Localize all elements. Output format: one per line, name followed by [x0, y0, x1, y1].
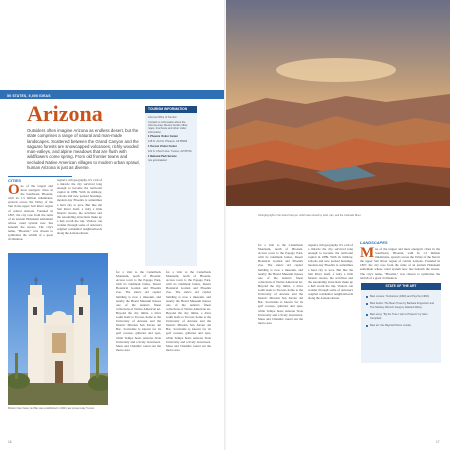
- right-text-1: for a visit to the Camelback Mountain, north of Phoenix. Across town is the Papago Park, with its landmark buttes, Desert Botanical Garden and Phoenix Zoo. The state's old capitol building is now a museum, and nearby the Heard Museum houses one of the nation's finest collections of Native American art. Beyond the city limits, a drive south leads to Tucson, home to the University of Arizona and the historic Mission San Xavier del Bac. Scottsdale is known for its golf courses, galleries and spas, while Tempe hosts Arizona State University and a lively downtown. Mesa and Chandler round out the metro area.: [258, 243, 303, 325]
- state-of-the-art-box: [361, 283, 441, 363]
- page-number-right: 17: [436, 440, 440, 444]
- canyon-caption: Changing light in the Grand Canyon, which was carved by wind, rain, and the Colorado River.: [258, 214, 362, 217]
- landscapes-dropcap: M: [360, 247, 375, 261]
- tourism-info-box: [145, 106, 197, 266]
- tourism-item: 1 Tucson Visitor Center: [148, 145, 177, 149]
- tourism-item: 1 Phoenix Visitor Center: [148, 135, 178, 139]
- landscapes-column: [360, 247, 440, 281]
- right-column-2: [308, 243, 353, 435]
- mission-caption: Mission San Xavier del Bac was established in 1692 near present-day Tucson.: [8, 407, 95, 410]
- art-item: Best movies: Tombstone (1993) and Psycho (1960).: [366, 295, 438, 298]
- tourism-item: 1 National Park Service: [148, 154, 177, 158]
- art-item: Best art: the Maynard Dixon murals.: [366, 324, 438, 327]
- mission-photo: [8, 253, 108, 405]
- landscapes-heading: LANDSCAPES: [360, 240, 388, 245]
- landscapes-text: ne of the largest and most energetic cities in the Southwest, Phoenix, with its 1.5 million inhabitants, sprawls across the Valley of the Sun in the upper Salt River region of central Arizona. Founded in 1867, the city rose from the ruins of an ancient Hohokam settlement whose canal system now lies beneath the streets. The city's name, "Phoenix," was chosen to symbolize the rebirth of a great civilization.: [360, 247, 440, 280]
- cities-rule: [8, 176, 72, 177]
- tourism-item: 110 S. Church Ave. Tucson, AZ 85701: [148, 149, 192, 153]
- cities-column-2: [57, 178, 102, 250]
- cities-text-4: for a visit to the Camelback Mountain, north of Phoenix. Across town is the Papago Park, with its landmark buttes, Desert Botanical Garden and Phoenix Zoo. The state's old capitol building is now a museum, and nearby the Heard Museum houses one of the nation's finest collections of Native American art. Beyond the city limits, a drive south leads to Tucson, home to the University of Arizona and the historic Mission San Xavier del Bac. Scottsdale is known for its golf courses, galleries and spas, while Tempe hosts Arizona State University and a lively downtown. Mesa and Chandler round out the metro area.: [166, 270, 211, 352]
- tourism-info-heading: TOURISM INFORMATION: [145, 106, 197, 113]
- art-item: Best books: The Bean Trees by Barbara Kingsolver and The Monkey Wrench Gang by Edward Abbey.: [366, 302, 438, 309]
- right-text-2: region's rich geography. It's a bit of a miracle the city survived long enough to become the territorial capital in 1889. With its military, schools and new packed housings, modern-day Phoenix is sometimes a hard city to love. But like the Salt River itself, a truly a little historic streets, the activities and the astounding attractions make up a hub worth the trip. Visitors can wander through some of Arizona's original residential neighborhoods along the Arizona Route.: [308, 243, 353, 301]
- cities-text-2: region's rich geography. It's a bit of a miracle the city survived long enough to become the territorial capital in 1889. With its military, schools and new packed housings, modern-day Phoenix is sometimes a hard city to love. But like the Salt River itself, a truly a little historic streets, the activities and the astounding attractions make up a hub worth the trip. Visitors can wander through some of Arizona's original residential neighborhoods along the Arizona Route.: [57, 178, 102, 236]
- state-of-the-art-body: [366, 295, 438, 331]
- page-number-left: 16: [8, 440, 12, 444]
- section-band-label: 50 STATES, 5,000 IDEAS: [7, 94, 51, 98]
- grand-canyon-photo: [226, 0, 450, 206]
- tourism-item: 125 N. 2nd St. Phoenix, AZ 85004: [148, 140, 188, 144]
- tourism-item: nps.gov/state/az: [148, 159, 167, 163]
- state-of-the-art-heading: STATE OF THE ART: [361, 283, 441, 290]
- dropcap: O: [8, 184, 20, 198]
- cities-column-3: [116, 270, 161, 435]
- cities-column-4: [166, 270, 211, 435]
- cities-text-1: ne of the largest and most energetic cities in the Southwest, Phoenix, with its 1.5 million inhabitants, sprawls across the Valley of the Sun in the upper Salt River region of central Arizona. Founded in 1867, the city rose from the ruins of an ancient Hohokam settlement whose canal system now lies beneath the streets. The city's name, "Phoenix," was chosen to symbolize the rebirth of a great civilization.: [8, 184, 53, 242]
- right-column-1: [258, 243, 303, 435]
- cities-column-1: [8, 184, 53, 250]
- canyon-illustration: [226, 0, 450, 206]
- state-title: Arizona: [27, 101, 103, 126]
- cities-text-3: for a visit to the Camelback Mountain, north of Phoenix. Across town is the Papago Park, with its landmark buttes, Desert Botanical Garden and Phoenix Zoo. The state's old capitol building is now a museum, and nearby the Heard Museum houses one of the nation's finest collections of Native American art. Beyond the city limits, a drive south leads to Tucson, home to the University of Arizona and the historic Mission San Xavier del Bac. Scottsdale is known for its golf courses, galleries and spas, while Tempe hosts Arizona State University and a lively downtown. Mesa and Chandler round out the metro area.: [116, 270, 161, 352]
- art-item: Best song: "By the Time I Get to Phoenix" by Glen Campbell.: [366, 313, 438, 320]
- cities-heading: CITIES: [8, 178, 21, 183]
- intro-paragraph: Outsiders often imagine Arizona as endless desert, but the state comprises a range of natural and man-made landscapes. Scattered between the Grand Canyon and the saguaro forests are snowcapped volcanoes, richly wooded man-valleys, and alpine meadows that are flush with wildflowers come spring. From old frontier towns and secluded Native American villages to modern urban sprawl, human Arizona is just as diverse.: [27, 128, 140, 171]
- tourism-item: Arizona Office of Tourism: [148, 116, 177, 119]
- tourism-info-body: [148, 116, 194, 164]
- mission-illustration: [8, 253, 108, 405]
- tourism-item: Contact us information about the Arizona area. Mexico border office maps, brochures and other visitor information.: [148, 120, 188, 134]
